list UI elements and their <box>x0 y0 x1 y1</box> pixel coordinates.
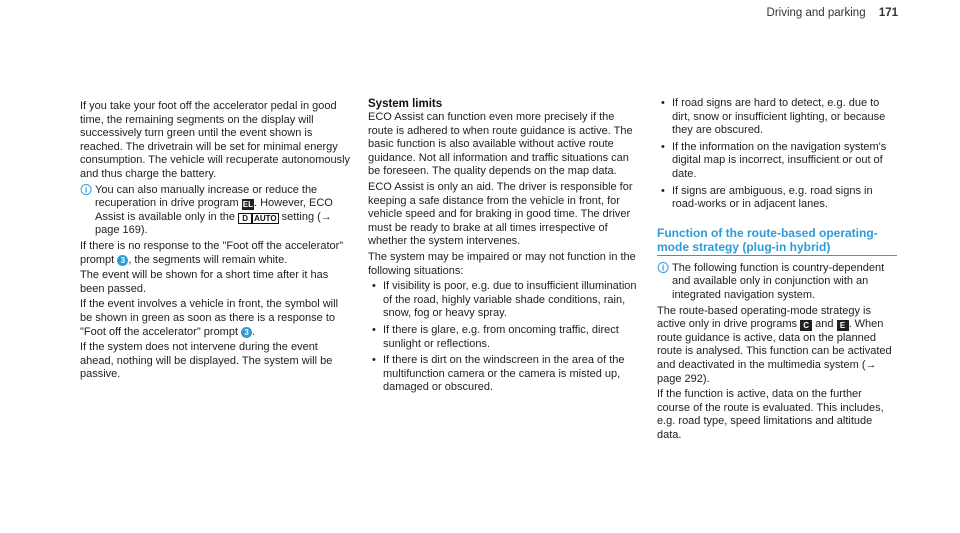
paragraph: The event will be shown for a short time after it has been passed. <box>80 269 329 295</box>
text: , the segments will remain white. <box>128 253 288 266</box>
text: and <box>815 318 834 331</box>
paragraph: If the function is active, data on the further course of the route is evaluated. This includes, e.g. road type, speed limitations and altitude data. <box>657 388 884 441</box>
text: The route-based operating-mode strategy is active only in drive programs <box>657 304 872 331</box>
tip-text: setting (→ page 169). <box>95 210 332 237</box>
info-bulb-icon: 🛈 <box>657 260 670 275</box>
column-left <box>80 100 352 384</box>
info-bulb-icon: 🛈 <box>80 182 93 197</box>
page-header <box>767 7 898 19</box>
paragraph <box>80 298 352 339</box>
paragraph <box>80 240 352 267</box>
drive-program-el-icon: EL <box>242 200 253 210</box>
list-item: • If signs are ambiguous, e.g. road signs in road-works or in adjacent lanes. <box>657 185 897 212</box>
list-item: • If there is glare, e.g. from oncoming traffic, direct sunlight or reflections. <box>368 324 640 351</box>
paragraph: If the system does not intervene during the event ahead, nothing will be displayed. The system will be passive. <box>80 341 333 381</box>
section-heading: System limits <box>368 98 443 110</box>
tip-text: You can also manually increase or reduce the recuperation in drive program <box>95 183 318 210</box>
page-number: 171 <box>878 7 898 19</box>
callout-number-badge: 3 <box>117 255 128 266</box>
paragraph: If you take your foot off the accelerator pedal in good time, the remaining segments on the display will successively turn green until the event shown is reached. The drivetrain will be set for minimal energy consumption. The vehicle will recuperate autonomously and thus charge the battery. <box>80 100 351 180</box>
list-item: • If there is dirt on the windscreen in the area of the multifunction camera or the camera is misted up, damaged or obscured. <box>368 354 640 395</box>
paragraph <box>657 305 897 387</box>
list-item: • If the information on the navigation system's digital map is incorrect, insufficient or out of date. <box>657 141 897 182</box>
paragraph: ECO Assist is only an aid. The driver is responsible for keeping a safe distance from the vehicle in front, for vehicle speed and for braking in good time. The driver must be ready to brake at all times irrespective of whether the system intervenes. <box>368 180 633 248</box>
section-title: Function of the route-based operating-mode strategy (plug-in hybrid) <box>657 226 897 256</box>
text: . When route guidance is active, data on the planned route is analysed. This function can be activated and deactivated in the multimedia system (→ page 292). <box>657 318 892 385</box>
section-name: Driving and parking <box>766 7 866 19</box>
tip-text: The following function is country-dependent and available only in conjunction with an integrated navigation system. <box>672 261 885 301</box>
text: . <box>252 325 256 338</box>
paragraph: The system may be impaired or may not function in the following situations: <box>368 250 636 277</box>
callout-number-badge: 3 <box>241 327 252 338</box>
auto-icon: AUTO <box>254 213 277 223</box>
tip-note <box>80 184 352 238</box>
column-right <box>657 97 897 444</box>
list-item: • If road signs are hard to detect, e.g. due to dirt, snow or insufficient lighting, or because they are obscured. <box>657 97 897 138</box>
tip-note <box>657 262 897 303</box>
drive-program-e-icon: E <box>837 320 849 331</box>
tip-text: . However, ECO Assist is available only in the <box>95 197 333 223</box>
drive-program-d-icon: D <box>238 213 252 224</box>
list-item: • If visibility is poor, e.g. due to insufficient illumination of the road, highly variable shade conditions, rain, snow, fog or heavy spray. <box>368 280 640 321</box>
paragraph: ECO Assist can function even more precisely if the route is adhered to when route guidance is active. The basic function is also available without active route guidance. Not all information and traffic situations can be foreseen. The quality depends on the map data. <box>368 111 633 178</box>
column-middle <box>368 97 640 398</box>
drive-program-c-icon: C <box>800 320 812 331</box>
text: If the event involves a vehicle in front, the symbol will be shown in green as soon as there is a response to "Foot off the accelerator" prompt <box>80 298 339 338</box>
text: If there is no response to the "Foot off the accelerator" prompt <box>80 239 344 266</box>
